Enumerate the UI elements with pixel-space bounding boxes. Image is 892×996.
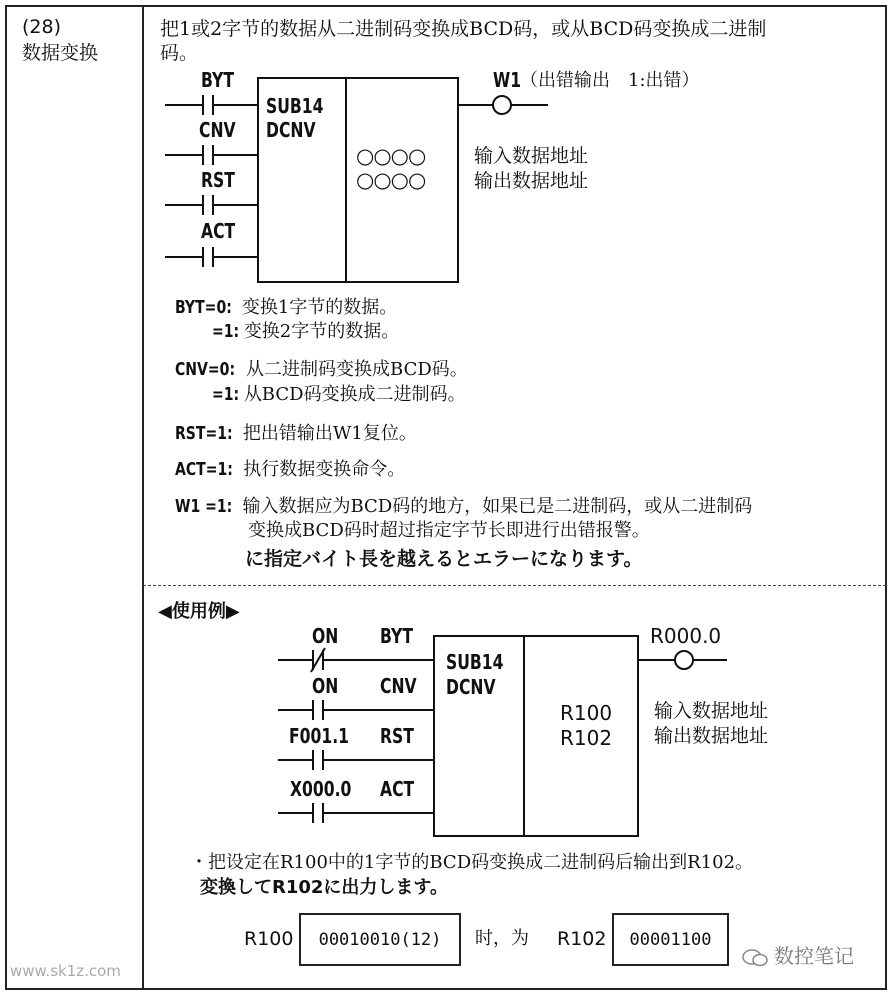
contact-label-byt: BYT	[201, 68, 234, 92]
ex-param-1: R100	[560, 701, 613, 725]
ex-label-act: ACT	[380, 777, 415, 801]
ex-addr-4: X000.0	[290, 777, 352, 801]
jp-note-1: に指定バイト長を越えるとエラーになります。	[245, 548, 643, 570]
ex-bullet: ・把设定在R100中的1字节的BCD码变换成二进制码后输出到R102。	[190, 852, 754, 873]
example-heading: ◀使用例▶	[158, 601, 240, 622]
param-symbol-2: ○○○○	[356, 168, 426, 192]
section-number: (28)	[22, 16, 62, 38]
contact-label-act: ACT	[201, 219, 236, 243]
ex-addr-2: ON	[312, 674, 339, 698]
result-box-out: 00001100	[612, 913, 729, 966]
jp-note-2: 変換してR102に出力します。	[200, 877, 448, 898]
def-byt1: =1: 变换2字节的数据。	[212, 321, 400, 342]
ex-param-label-input: 输入数据地址	[654, 700, 769, 722]
ex-func-name: SUB14	[446, 650, 504, 674]
def-cnv1: =1: 从BCD码变换成二进制码。	[212, 384, 466, 405]
ex-func-code: DCNV	[446, 675, 496, 699]
ex-param-2: R102	[560, 726, 613, 750]
result-label-out: R102	[557, 928, 607, 950]
coil-note: （出错输出 1:出错）	[520, 70, 700, 91]
result-label-in: R100	[244, 928, 294, 950]
def-rst: RST=1: 把出错输出W1复位。	[175, 423, 417, 444]
ex-label-byt: BYT	[380, 624, 413, 648]
wechat-icon	[742, 949, 768, 967]
ex-addr-3: F001.1	[289, 724, 350, 748]
section-title: 数据变换	[22, 42, 99, 64]
contact-label-cnv: CNV	[199, 118, 236, 142]
coil-label: W1	[493, 68, 522, 92]
intro-line1: 把1或2字节的数据从二进制码变换成BCD码，或从BCD码变换成二进制	[160, 18, 767, 40]
ex-label-cnv: CNV	[380, 674, 417, 698]
ex-addr-1: ON	[312, 624, 339, 648]
watermark-brand: 数控笔记	[742, 946, 854, 967]
def-cnv0: CNV=0: 从二进制码变换成BCD码。	[175, 359, 468, 380]
param-symbol-1: ○○○○	[356, 144, 426, 168]
func-code: DCNV	[266, 118, 316, 142]
def-act: ACT=1: 执行数据变换命令。	[175, 459, 406, 480]
intro-line2: 码。	[160, 42, 199, 64]
watermark-url: www.sk1z.com	[10, 962, 121, 980]
ex-label-rst: RST	[380, 724, 414, 748]
def-byt0: BYT=0: 变换1字节的数据。	[175, 297, 398, 318]
def-w1: W1 =1: 输入数据应为BCD码的地方，如果已是二进制码，或从二进制码	[175, 496, 753, 517]
param-label-input: 输入数据地址	[474, 145, 589, 167]
ex-param-label-output: 输出数据地址	[654, 725, 769, 747]
result-box-in: 00010010(12)	[299, 913, 461, 966]
ex-coil-label: R000.0	[650, 624, 722, 648]
contact-label-rst: RST	[201, 168, 235, 192]
func-name: SUB14	[266, 94, 324, 118]
param-label-output: 输出数据地址	[474, 170, 589, 192]
result-mid-text: 时，为	[475, 928, 529, 949]
def-w1-line2: 变换成BCD码时超过指定字节长即进行出错报警。	[248, 520, 650, 541]
